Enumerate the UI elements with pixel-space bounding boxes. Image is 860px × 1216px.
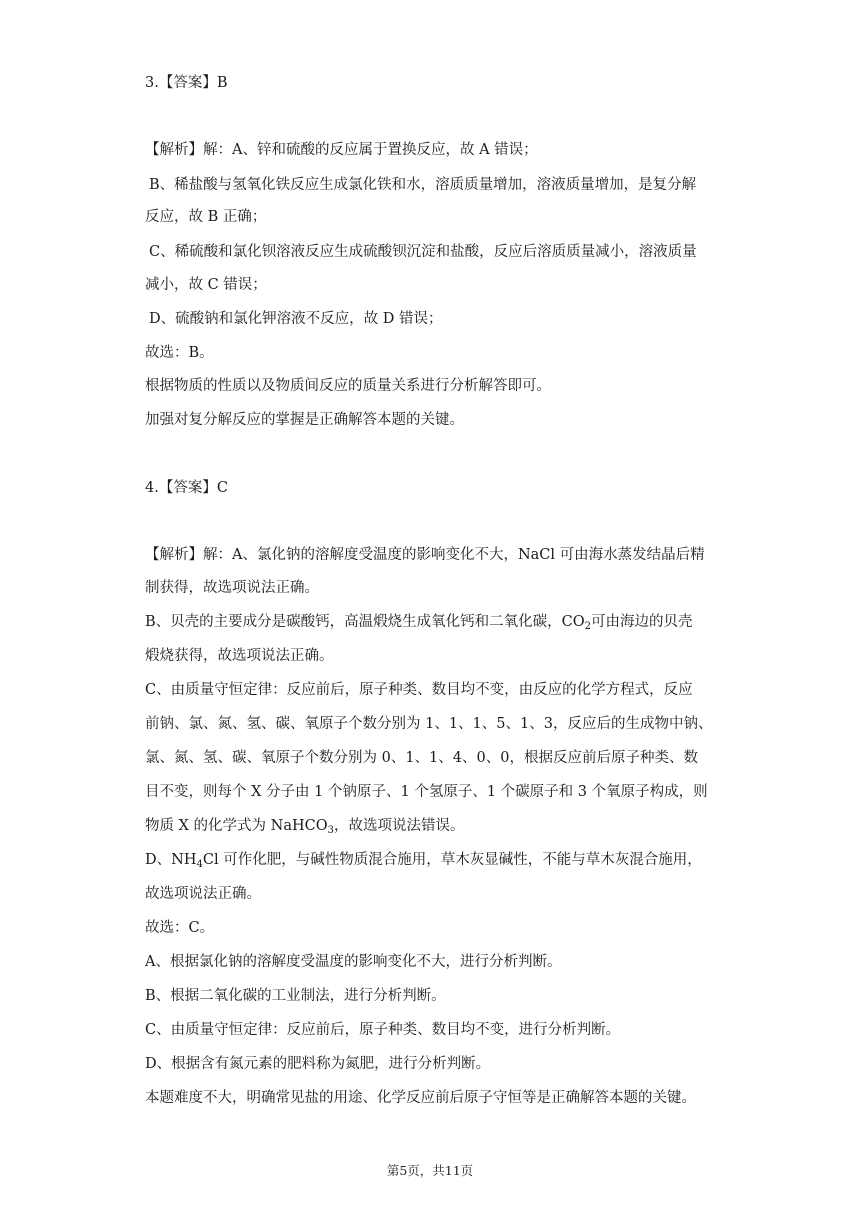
q3-line: 【解析】解：A、锌和硫酸的反应属于置换反应，故 A 错误； (145, 142, 538, 158)
q4-line: C、由质量守恒定律：反应前后，原子种类、数目均不变，进行分析判断。 (145, 1022, 621, 1038)
co2-formula: $CO_2$ (561, 614, 592, 632)
q3-answer-heading: 3.【答案】B (145, 75, 228, 91)
q4-line: A、根据氯化钠的溶解度受温度的影响变化不大，进行分析判断。 (145, 954, 562, 970)
q3-line: B、稀盐酸与氢氧化铁反应生成氯化铁和水，溶质质量增加，溶液质量增加，是复分解 (149, 177, 697, 193)
q4-line: 煅烧获得，故选项说法正确。 (145, 648, 334, 664)
q3-line: D、硫酸钠和氯化钾溶液不反应，故 D 错误； (149, 311, 443, 327)
q4-line: B、根据二氧化碳的工业制法，进行分析判断。 (145, 988, 446, 1004)
q3-line: 反应，故 B 正确； (145, 209, 267, 225)
q3-line: 故选：B。 (145, 345, 214, 361)
q4-line: D、$NH_4Cl$ 可作化肥，与碱性物质混合施用，草木灰显碱性，不能与草木灰混合施用， (145, 852, 702, 870)
q4-line: 故选：C。 (145, 920, 215, 936)
page-footer: 第5页，共11页 (386, 1163, 474, 1178)
q4-line: 目不变，则每个 X 分子由 1 个钠原子、1 个氢原子、1 个碳原子和 3 个氧原子构成，则 (145, 784, 708, 800)
q4-line: 前钠、氯、氮、氢、碳、氧原子个数分别为 1、1、1、5、1、3，反应后的生成物中钠、 (145, 716, 713, 732)
q4-line: 氯、氮、氢、碳、氧原子个数分别为 0、1、1、4、0、0，根据反应前后原子种类、数 (145, 750, 698, 766)
q4-line: D、根据含有氮元素的肥料称为氮肥，进行分析判断。 (145, 1056, 491, 1072)
q4-line: 制获得，故选项说法正确。 (145, 580, 319, 596)
q4-line: 本题难度不大，明确常见盐的用途、化学反应前后原子守恒等是正确解答本题的关键。 (145, 1090, 696, 1106)
q4-line: B、贝壳的主要成分是碳酸钙，高温煅烧生成氧化钙和二氧化碳，$CO_2$可由海边的贝壳 (145, 614, 693, 632)
q3-line: 减小，故 C 错误； (145, 277, 267, 293)
q3-line: 加强对复分解反应的掌握是正确解答本题的关键。 (145, 412, 464, 428)
q3-line: 根据物质的性质以及物质间反应的质量关系进行分析解答即可。 (145, 378, 551, 394)
q4-line: 故选项说法正确。 (145, 886, 261, 902)
q3-line: C、稀硫酸和氯化钡溶液反应生成硫酸钡沉淀和盐酸，反应后溶质质量减小，溶液质量 (149, 244, 697, 260)
nahco3-formula: NaHCO$_3$ (270, 818, 334, 836)
q4-line: 物质 X 的化学式为 NaHCO$_3$，故选项说法错误。 (145, 818, 465, 836)
q4-answer-heading: 4.【答案】C (145, 480, 228, 496)
nh4cl-formula: $NH_4Cl$ (171, 852, 219, 870)
q4-line: C、由质量守恒定律：反应前后，原子种类、数目均不变，由反应的化学方程式，反应 (145, 682, 693, 698)
q4-line: 【解析】解：A、氯化钠的溶解度受温度的影响变化不大，NaCl 可由海水蒸发结晶后精 (145, 547, 705, 563)
